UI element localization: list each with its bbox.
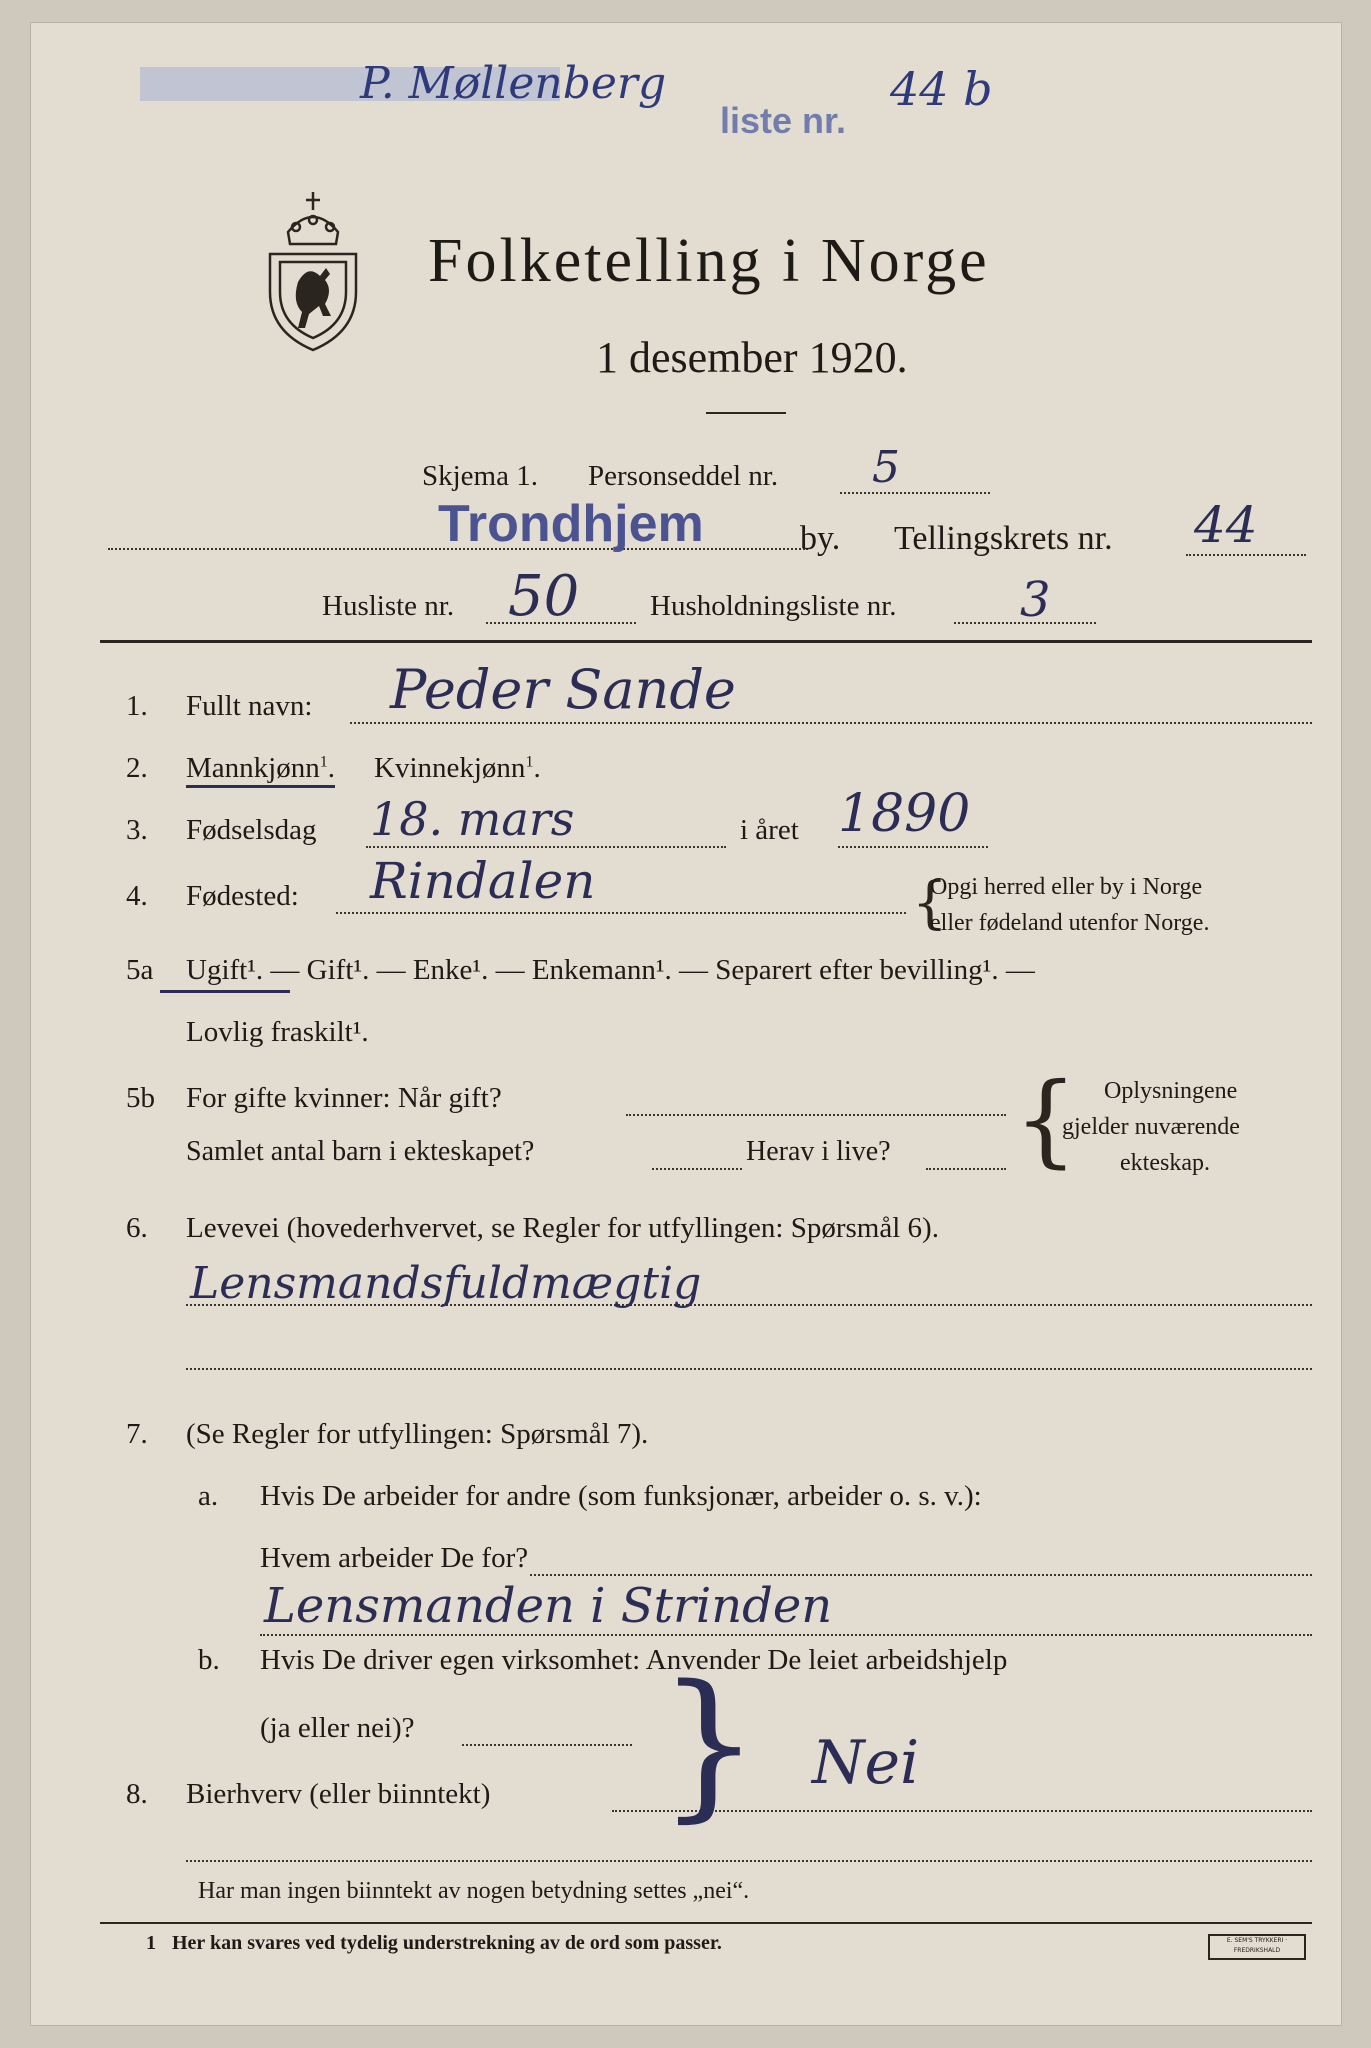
husholdningsliste-label: Husholdningsliste nr. (650, 590, 897, 622)
handwritten-liste-number: 44 b (890, 62, 993, 116)
q7b-line (462, 1744, 632, 1746)
stamp-liste-nr: liste nr. (720, 100, 847, 141)
q5a-number: 5a (126, 954, 154, 986)
q4-line (336, 912, 906, 914)
handwritten-street-name: P. Møllenberg (360, 58, 667, 109)
q5a-options-line-2: Lovlig fraskilt¹. (186, 1016, 369, 1048)
q7b-label: Hvis De driver egen virksomhet: Anvender De leiet arbeidshjelp (260, 1644, 1008, 1676)
q8-number: 8. (126, 1778, 148, 1810)
q6-line-2 (186, 1368, 1312, 1370)
q4-note-line-2: eller fødeland utenfor Norge. (930, 910, 1210, 936)
personseddel-label: Personseddel nr. (588, 460, 779, 492)
husliste-label: Husliste nr. (322, 590, 455, 622)
q4-number: 4. (126, 880, 148, 912)
q7-number: 7. (126, 1418, 148, 1450)
printer-mark: E. SEM'S TRYKKERI · FREDRIKSHALD (1208, 1934, 1306, 1960)
q5b-note-line-3: ekteskap. (1120, 1150, 1210, 1176)
husliste-value: 50 (508, 564, 580, 629)
skjema-label: Skjema 1. (422, 460, 538, 492)
header-divider (100, 640, 1312, 643)
q3-year-line (838, 846, 988, 848)
q5b-alive-line (926, 1168, 1006, 1170)
city-stamp: Trondhjem (438, 495, 704, 553)
q2-male: Mannkjønn$^1$. (186, 752, 335, 788)
q7a-employer: Lensmanden i Strinden (264, 1578, 833, 1634)
tellingskrets-line (1186, 554, 1306, 556)
q7b-question: (ja eller nei)? (260, 1712, 415, 1744)
q1-line (350, 722, 1312, 724)
q3-year-label: i året (740, 814, 799, 846)
q2-female: Kvinnekjønn$^1$. (374, 752, 541, 784)
q8-answer: Nei (812, 1728, 920, 1798)
q4-note-line-1: Opgi herred eller by i Norge (930, 874, 1203, 900)
q7a-letter: a. (198, 1480, 219, 1512)
footer-note-nei: Har man ingen biinntekt av nogen betydning settes „nei“. (198, 1878, 750, 1904)
q5b-note-line-1: Oplysningene (1104, 1078, 1238, 1104)
q6-occupation: Lensmandsfuldmægtig (190, 1258, 702, 1309)
personseddel-value: 5 (872, 442, 900, 493)
footer-divider (186, 1860, 1312, 1862)
q1-full-name: Peder Sande (390, 658, 736, 721)
q3-line (366, 846, 726, 848)
footnote-text: Her kan svares ved tydelig understrekning av de ord som passer. (172, 1932, 722, 1954)
tellingskrets-value: 44 (1194, 496, 1258, 554)
q3-birth-year: 1890 (838, 784, 971, 844)
q8-label: Bierhverv (eller biinntekt) (186, 1778, 491, 1810)
q7a-question: Hvem arbeider De for? (260, 1542, 529, 1574)
q7b-letter: b. (198, 1644, 220, 1676)
q6-label: Levevei (hovederhvervet, se Regler for utfyllingen: Spørsmål 6). (186, 1212, 939, 1244)
q3-number: 3. (126, 814, 148, 846)
form-date: 1 desember 1920. (596, 333, 908, 382)
q7a-label: Hvis De arbeider for andre (som funksjonær, arbeider o. s. v.): (260, 1480, 982, 1512)
q5b-children-label: Samlet antal barn i ekteskapet? (186, 1136, 535, 1167)
q8-handwritten-brace: } (658, 1650, 760, 1837)
q5b-alive-label: Herav i live? (746, 1136, 891, 1167)
q1-number: 1. (126, 690, 148, 722)
q5b-children-line (652, 1168, 742, 1170)
q7-label: (Se Regler for utfyllingen: Spørsmål 7). (186, 1418, 649, 1450)
personseddel-line (840, 492, 990, 494)
q5b-when-married-line (626, 1114, 1006, 1116)
footnote-divider (100, 1922, 1312, 1924)
q5b-when-married-label: For gifte kvinner: Når gift? (186, 1082, 502, 1114)
census-form-sheet (30, 22, 1342, 2026)
by-label: by. (800, 520, 841, 557)
q3-birthday: 18. mars (370, 792, 575, 846)
q2-female-label: Kvinnekjønn (374, 752, 526, 784)
husholdningsliste-value: 3 (1020, 572, 1051, 628)
q2-male-label: Mannkjønn (186, 752, 320, 784)
q5b-number: 5b (126, 1082, 155, 1114)
q4-label: Fødested: (186, 880, 299, 912)
title-divider (706, 412, 786, 414)
q7a-line-1 (530, 1574, 1312, 1576)
q1-label: Fullt navn: (186, 690, 313, 722)
tellingskrets-label: Tellingskrets nr. (894, 520, 1113, 557)
footnote-mark: 1 (146, 1932, 156, 1954)
q5b-note-line-2: gjelder nuværende (1062, 1114, 1240, 1140)
q5a-ugift-underline (160, 990, 290, 993)
norway-coat-of-arms-icon (258, 182, 368, 357)
q6-number: 6. (126, 1212, 148, 1244)
form-title: Folketelling i Norge (428, 227, 990, 295)
q5b-note-brace: { (1014, 1061, 1078, 1178)
q5a-options-line-1: Ugift¹. — Gift¹. — Enke¹. — Enkemann¹. — Separert efter bevilling¹. — (186, 954, 1035, 986)
q4-birthplace: Rindalen (370, 852, 596, 910)
q7a-line-2 (260, 1634, 1312, 1636)
q3-label: Fødselsdag (186, 814, 317, 846)
q2-number: 2. (126, 752, 148, 784)
q4-note-brace: { (912, 871, 948, 936)
